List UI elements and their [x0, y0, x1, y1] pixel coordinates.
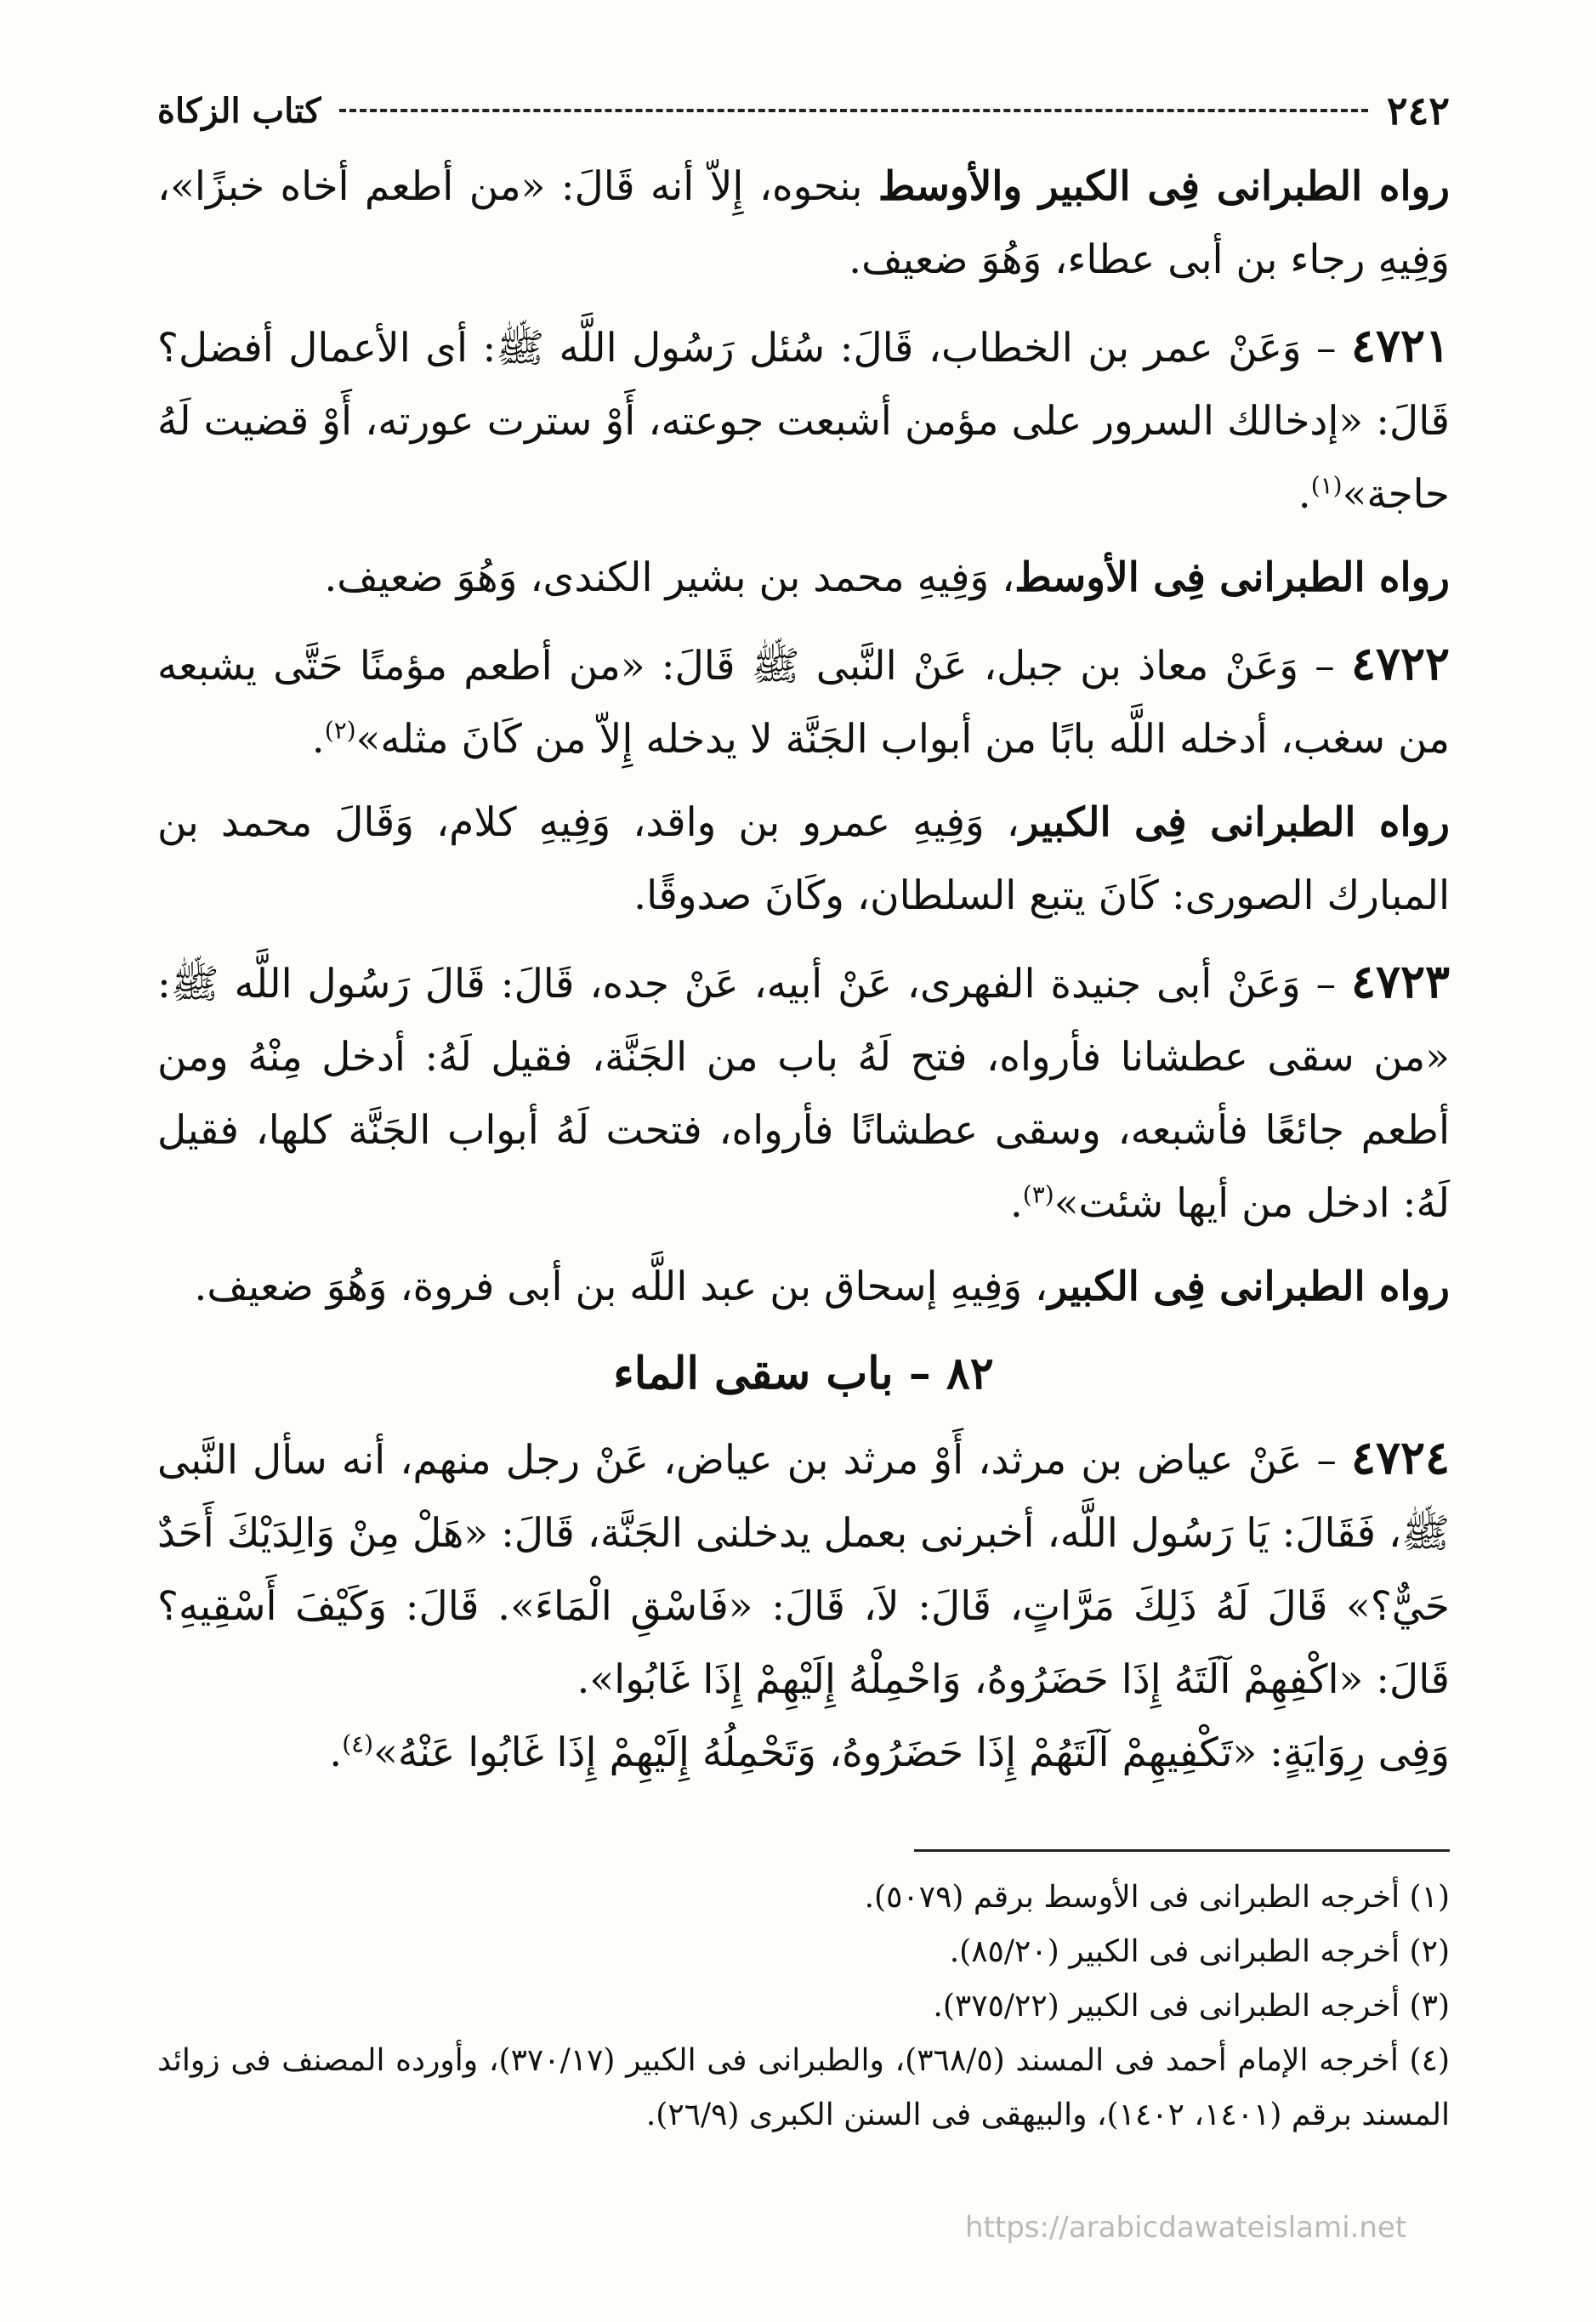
hadith-text: – وَعَنْ عمر بن الخطاب، قَالَ: سُئل رَسُول اللَّه ﷺ: أى الأعمال أفضل؟ قَالَ: «إدخالك السرور على مؤمن أشبعت جوعته، أَوْ سترت عورته، أَوْ قضيت لَهُ حاجة»: [157, 325, 1450, 518]
running-header: [157, 81, 1450, 140]
source-text: ، وَفِيهِ محمد بن بشير الكندى، وَهُوَ ضعيف.: [324, 554, 1015, 601]
footnote-ref: (١): [1310, 471, 1343, 500]
hadith-number: ٤٧٢٢: [1350, 636, 1450, 690]
footnote: (٤) أخرجه الإمام أحمد فى المسند (٣٦٨/٥)، والطبرانى فى الكبير (٣٧٠/١٧)، وأورده المصنف فى زوائد المسند برقم (١٤٠١، ١٤٠٢)، والبيهقى فى السنن الكبرى (٢٦/٩).: [157, 2043, 1450, 2132]
footnotes: [157, 1871, 1450, 2143]
footnote-ref: (٢): [324, 716, 356, 745]
punctuation: .: [1298, 471, 1311, 518]
footnote: (٢) أخرجه الطبرانى فى الكبير (٨٥/٢٠).: [949, 1934, 1450, 1969]
hadith-text: – وَعَنْ معاذ بن جبل، عَنْ النَّبى ﷺ قَالَ: «من أطعم مؤمنًا حَتَّى يشبعه من سغب، أدخله اللَّه بابًا من أبواب الجَنَّة لا يدخله إِلاّ من كَانَ مثله»: [157, 643, 1450, 763]
hadith-text: – وَعَنْ أبى جنيدة الفهرى، عَنْ أبيه، عَنْ جده، قَالَ: قَالَ رَسُول اللَّه ﷺ: «من سقى عطشانا فأرواه، فتح لَهُ باب من الجَنَّة، فقيل لَهُ: أدخل مِنْهُ ومن أطعم جائعًا فأشبعه، وسقى عطشانًا فأرواه، فتحت لَهُ أبواب الجَنَّة كلها، فقيل لَهُ: ادخل من أيها شئت»: [157, 961, 1450, 1227]
source-lead: رواه الطبرانى فِى الكبير: [1019, 799, 1450, 846]
hadith-text: – عَنْ عياض بن مرثد، أَوْ مرثد بن عياض، عَنْ رجل منهم، أنه سأل النَّبى ﷺ، فَقَالَ: يَا رَسُول اللَّه، أخبرنى بعمل يدخلنى الجَنَّة، قَالَ: «هَلْ مِنْ وَالِدَيْكَ أَحَدٌ حَيٌّ؟» قَالَ لَهُ ذَلِكَ مَرَّاتٍ، قَالَ: لاَ، قَالَ: «فَاسْقِ الْمَاءَ». قَالَ: وَكَيْفَ أَسْقِيهِ؟ قَالَ: «اكْفِهِمْ آلَتَهُ إِذَا حَضَرُوهُ، وَاحْمِلْهُ إِلَيْهِمْ إِذَا غَابُوا».: [157, 1437, 1450, 1703]
hadith-number: ٤٧٢٣: [1350, 954, 1450, 1008]
footnote: (٣) أخرجه الطبرانى فى الكبير (٣٧٥/٢٢).: [933, 1989, 1450, 2024]
footnote: (١) أخرجه الطبرانى فى الأوسط برقم (٥٠٧٩).: [864, 1880, 1450, 1915]
chapter-heading: ٨٢ – باب سقى الماء: [613, 1348, 994, 1399]
hadith-4724: [157, 1421, 1450, 1717]
hadith-number: ٤٧٢١: [1350, 318, 1450, 372]
page-number: ٢٤٢: [1386, 88, 1450, 133]
page-body: [157, 81, 1450, 2143]
watermark-url: https://arabicdawateislami.net: [965, 2211, 1407, 2245]
source-note: [157, 542, 1450, 615]
variant-narration: [157, 1717, 1450, 1790]
footnote-ref: (٤): [342, 1729, 374, 1758]
hadith-4723: [157, 945, 1450, 1240]
footnote-ref: (٣): [1022, 1180, 1054, 1209]
punctuation: .: [329, 1729, 343, 1776]
source-lead: رواه الطبرانى فِى الأوسط: [1014, 554, 1450, 601]
hadith-4722: [157, 627, 1450, 776]
source-note: [157, 150, 1450, 297]
variant-text: وَفِى رِوَايَةٍ: «تَكْفِيهِمْ آلَتَهُمْ إِذَا حَضَرُوهُ، وَتَحْمِلُهُ إِلَيْهِمْ إِذَا غَابُوا عَنْهُ»: [373, 1729, 1450, 1776]
header-rule: [339, 109, 1367, 112]
punctuation: .: [311, 716, 325, 763]
source-text: ، وَفِيهِ إسحاق بن عبد اللَّه بن أبى فروة، وَهُوَ ضعيف.: [194, 1263, 1048, 1310]
source-note: [157, 1251, 1450, 1324]
punctuation: .: [1009, 1180, 1023, 1227]
source-lead: رواه الطبرانى فِى الكبير والأوسط: [878, 163, 1450, 210]
source-text: ، وَفِيهِ عمرو بن واقد، وَفِيهِ كلام، وَقَالَ محمد بن المبارك الصورى: كَانَ يتبع السلطان، وكَانَ صدوقًا.: [157, 799, 1450, 919]
book-title: كتاب الزكاة: [157, 90, 321, 131]
footnote-separator: [914, 1849, 1450, 1852]
source-note: [157, 786, 1450, 933]
hadith-4721: [157, 309, 1450, 531]
source-lead: رواه الطبرانى فِى الكبير: [1048, 1263, 1450, 1310]
source-text: بنحوه، إِلاّ أنه قَالَ: «من أطعم أخاه خبزًا»، وَفِيهِ رجاء بن أبى عطاء، وَهُوَ ضعيف.: [157, 163, 1450, 283]
hadith-number: ٤٧٢٤: [1350, 1430, 1450, 1485]
